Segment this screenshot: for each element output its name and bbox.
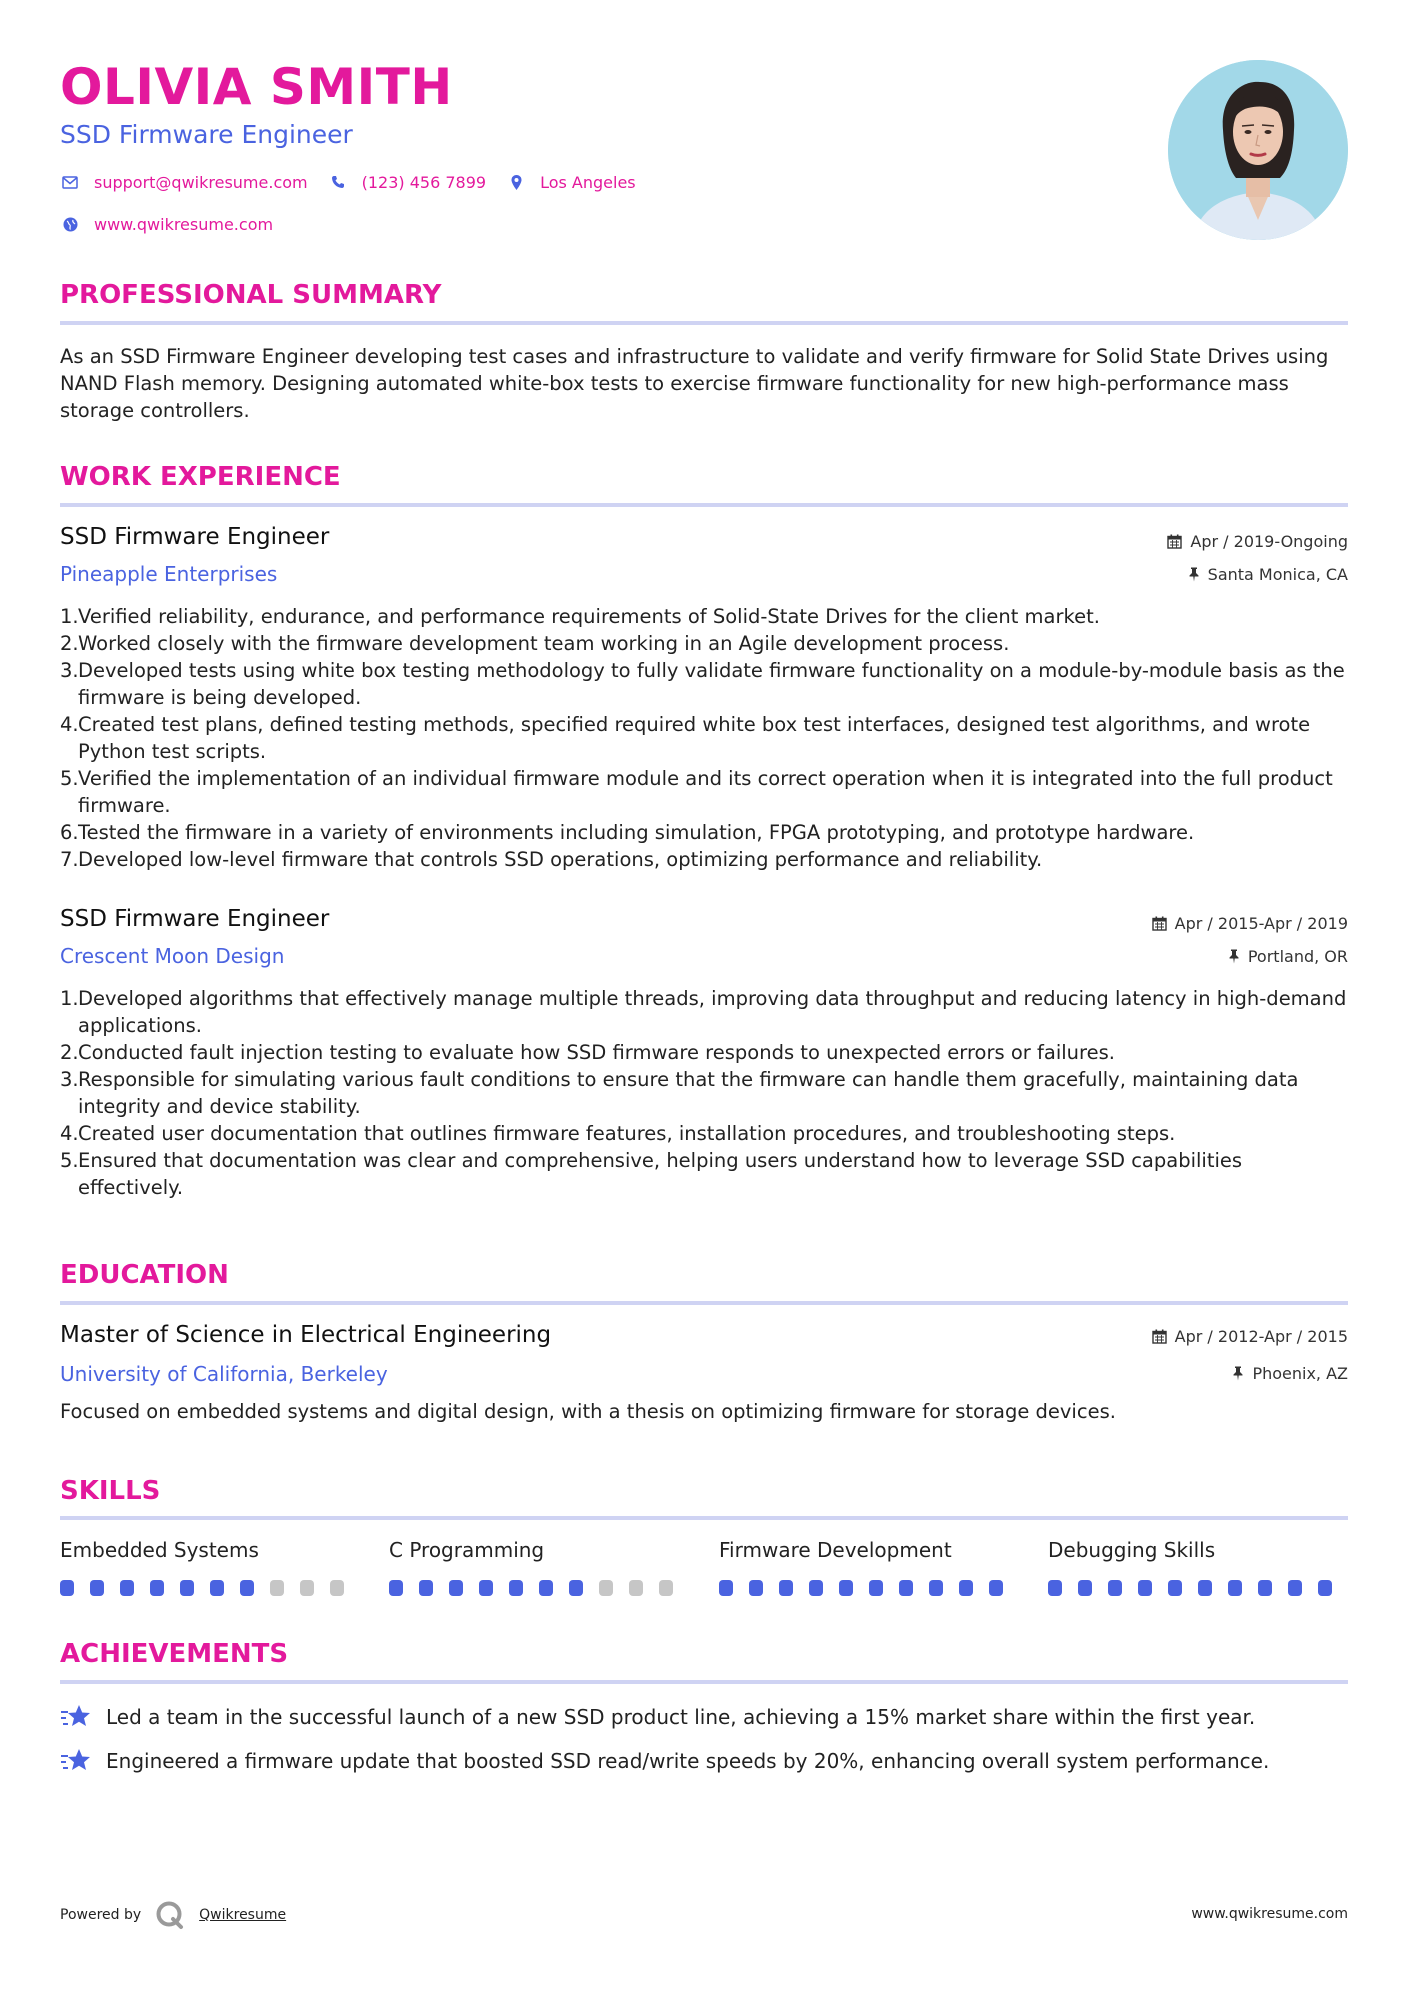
job-dates-text: Apr / 2019-Ongoing	[1190, 532, 1348, 551]
star-icon	[60, 1703, 92, 1731]
footer-powered-by	[60, 1900, 286, 1930]
rating-dot-empty	[629, 1580, 643, 1596]
bullet-number: 2.	[60, 1041, 79, 1064]
achievement-item	[60, 1703, 1255, 1731]
rating-dot-filled	[1318, 1580, 1332, 1596]
rating-dot-filled	[929, 1580, 943, 1596]
star-icon	[60, 1747, 92, 1775]
rating-dot-filled	[539, 1580, 553, 1596]
rating-dot-filled	[240, 1580, 254, 1596]
job-location	[1228, 947, 1348, 966]
calendar-icon	[1152, 916, 1167, 931]
rating-dot-filled	[180, 1580, 194, 1596]
job-dates	[1152, 914, 1348, 933]
rating-dot-filled	[1288, 1580, 1302, 1596]
job-dates-text: Apr / 2015-Apr / 2019	[1174, 914, 1348, 933]
profile-photo	[1168, 60, 1348, 240]
job-location-text: Portland, OR	[1247, 947, 1348, 966]
rating-dot-empty	[330, 1580, 344, 1596]
bullet-item	[60, 1147, 1350, 1201]
bullet-number: 1.	[60, 987, 79, 1010]
rating-dot-filled	[150, 1580, 164, 1596]
footer-url[interactable]: www.qwikresume.com	[1191, 1906, 1348, 1922]
bullet-text: Tested the firmware in a variety of environments including simulation, FPGA prototyping, and prototype hardware.	[78, 821, 1195, 844]
rating-dot-filled	[1258, 1580, 1272, 1596]
job-dates	[1167, 532, 1348, 551]
skill-item	[1048, 1538, 1348, 1596]
contact-website[interactable]	[60, 214, 273, 234]
rating-dot-filled	[509, 1580, 523, 1596]
school-name: University of California, Berkeley	[60, 1362, 388, 1386]
skill-name: Firmware Development	[719, 1538, 952, 1562]
calendar-icon	[1152, 1329, 1167, 1344]
contact-phone[interactable]	[328, 172, 486, 192]
rating-dot-filled	[60, 1580, 74, 1596]
pushpin-icon	[1228, 949, 1240, 964]
achievement-item	[60, 1747, 1269, 1775]
bullet-item	[60, 1066, 1350, 1120]
bullet-text: Created test plans, defined testing methods, specified required white box test interfaces, designed test algorithms, and wrote Python test scripts.	[78, 713, 1311, 763]
skill-name: C Programming	[389, 1538, 545, 1562]
job-bullets	[60, 603, 1350, 873]
job-location	[1188, 565, 1348, 584]
achievements-heading: ACHIEVEMENTS	[60, 1639, 289, 1669]
bullet-number: 3.	[60, 659, 79, 682]
education-heading: EDUCATION	[60, 1260, 229, 1290]
location-text: Los Angeles	[540, 172, 636, 192]
skill-rating	[1048, 1580, 1348, 1596]
bullet-item	[60, 630, 1350, 657]
bullet-item	[60, 603, 1350, 630]
bullet-number: 3.	[60, 1068, 79, 1091]
rating-dot-filled	[1228, 1580, 1242, 1596]
rating-dot-filled	[809, 1580, 823, 1596]
rating-dot-filled	[1168, 1580, 1182, 1596]
calendar-icon	[1167, 534, 1182, 549]
bullet-text: Worked closely with the firmware development team working in an Agile development process.	[78, 632, 1010, 655]
rating-dot-filled	[419, 1580, 433, 1596]
bullet-number: 5.	[60, 1149, 79, 1172]
rating-dot-empty	[270, 1580, 284, 1596]
candidate-name: OLIVIA SMITH	[60, 58, 453, 116]
skill-item	[60, 1538, 360, 1596]
bullet-text: Verified reliability, endurance, and performance requirements of Solid-State Drives for the client market.	[78, 605, 1100, 628]
bullet-text: Developed low-level firmware that controls SSD operations, optimizing performance and reliability.	[78, 848, 1043, 871]
summary-divider	[60, 321, 1348, 325]
bullet-item	[60, 657, 1350, 711]
job-title: SSD Firmware Engineer	[60, 524, 330, 550]
bullet-text: Developed tests using white box testing methodology to fully validate firmware functionality on a module-by-module basis as the firmware is being developed.	[78, 659, 1345, 709]
bullet-text: Created user documentation that outlines firmware features, installation procedures, and troubleshooting steps.	[78, 1122, 1176, 1145]
rating-dot-filled	[989, 1580, 1003, 1596]
skill-rating	[389, 1580, 689, 1596]
bullet-item	[60, 1120, 1350, 1147]
bullet-text: Ensured that documentation was clear and comprehensive, helping users understand how to leverage SSD capabilities effectively.	[78, 1149, 1243, 1199]
rating-dot-filled	[479, 1580, 493, 1596]
phone-text: (123) 456 7899	[361, 172, 487, 192]
rating-dot-filled	[1198, 1580, 1212, 1596]
map-pin-icon	[506, 172, 526, 192]
rating-dot-filled	[90, 1580, 104, 1596]
bullet-item	[60, 819, 1350, 846]
skill-rating	[60, 1580, 360, 1596]
skills-divider	[60, 1516, 1348, 1520]
bullet-item	[60, 765, 1350, 819]
rating-dot-filled	[779, 1580, 793, 1596]
degree-title: Master of Science in Electrical Engineering	[60, 1322, 552, 1348]
bullet-text: Verified the implementation of an individual firmware module and its correct operation when it is integrated into the full product firmware.	[78, 767, 1333, 817]
brand-link[interactable]: Qwikresume	[199, 1907, 287, 1923]
contact-row-2	[60, 214, 293, 234]
contact-row-1	[60, 172, 656, 192]
job-company: Crescent Moon Design	[60, 944, 285, 968]
bullet-number: 1.	[60, 605, 79, 628]
education-description: Focused on embedded systems and digital design, with a thesis on optimizing firmware for storage devices.	[60, 1400, 1116, 1423]
bullet-text: Developed algorithms that effectively manage multiple threads, improving data throughput and reducing latency in high-demand applications.	[78, 987, 1347, 1037]
bullet-item	[60, 1039, 1350, 1066]
qwikresume-logo-icon	[155, 1900, 185, 1930]
rating-dot-filled	[449, 1580, 463, 1596]
rating-dot-empty	[599, 1580, 613, 1596]
rating-dot-filled	[839, 1580, 853, 1596]
pushpin-icon	[1232, 1366, 1244, 1381]
summary-text: As an SSD Firmware Engineer developing test cases and infrastructure to validate and verify firmware for Solid State Drives using NAND Flash memory. Designing automated white-box tests to exercise firmware functionality for new high-performance mass storage controllers.	[60, 345, 1329, 422]
rating-dot-filled	[869, 1580, 883, 1596]
rating-dot-filled	[749, 1580, 763, 1596]
achievement-text: Led a team in the successful launch of a new SSD product line, achieving a 15% market share within the first year.	[106, 1705, 1256, 1729]
experience-divider	[60, 503, 1348, 507]
bullet-item	[60, 711, 1350, 765]
skills-heading: SKILLS	[60, 1476, 161, 1506]
bullet-text: Responsible for simulating various fault conditions to ensure that the firmware can handle them gracefully, maintaining data integrity and device stability.	[78, 1068, 1299, 1118]
envelope-icon	[60, 172, 80, 192]
bullet-number: 4.	[60, 713, 79, 736]
rating-dot-empty	[659, 1580, 673, 1596]
contact-email[interactable]	[60, 172, 308, 192]
globe-icon	[60, 214, 80, 234]
bullet-text: Conducted fault injection testing to evaluate how SSD firmware responds to unexpected errors or failures.	[78, 1041, 1115, 1064]
powered-by-text: Powered by	[60, 1907, 142, 1923]
rating-dot-filled	[1138, 1580, 1152, 1596]
rating-dot-filled	[959, 1580, 973, 1596]
rating-dot-filled	[1048, 1580, 1062, 1596]
education-location-text: Phoenix, AZ	[1252, 1364, 1348, 1383]
skill-item	[389, 1538, 689, 1596]
pushpin-icon	[1188, 567, 1200, 582]
skill-item	[719, 1538, 1019, 1596]
website-text: www.qwikresume.com	[94, 214, 274, 234]
bullet-item	[60, 846, 1350, 873]
bullet-number: 7.	[60, 848, 79, 871]
achievements-divider	[60, 1680, 1348, 1684]
rating-dot-filled	[1108, 1580, 1122, 1596]
summary-heading: PROFESSIONAL SUMMARY	[60, 280, 442, 310]
bullet-number: 4.	[60, 1122, 79, 1145]
experience-heading: WORK EXPERIENCE	[60, 462, 341, 492]
bullet-number: 6.	[60, 821, 79, 844]
achievement-text: Engineered a firmware update that boosted SSD read/write speeds by 20%, enhancing overall system performance.	[106, 1749, 1270, 1773]
skill-rating	[719, 1580, 1019, 1596]
skill-name: Embedded Systems	[60, 1538, 259, 1562]
rating-dot-filled	[389, 1580, 403, 1596]
rating-dot-filled	[719, 1580, 733, 1596]
phone-icon	[328, 172, 348, 192]
bullet-number: 5.	[60, 767, 79, 790]
education-location	[1232, 1364, 1348, 1383]
contact-location	[506, 172, 636, 192]
education-dates	[1152, 1327, 1348, 1346]
rating-dot-filled	[899, 1580, 913, 1596]
job-company: Pineapple Enterprises	[60, 562, 278, 586]
job-location-text: Santa Monica, CA	[1207, 565, 1348, 584]
rating-dot-filled	[1078, 1580, 1092, 1596]
education-divider	[60, 1301, 1348, 1305]
bullet-item	[60, 985, 1350, 1039]
rating-dot-empty	[300, 1580, 314, 1596]
skill-name: Debugging Skills	[1048, 1538, 1216, 1562]
rating-dot-filled	[120, 1580, 134, 1596]
rating-dot-filled	[210, 1580, 224, 1596]
candidate-title: SSD Firmware Engineer	[60, 120, 353, 149]
job-bullets	[60, 985, 1350, 1201]
job-title: SSD Firmware Engineer	[60, 906, 330, 932]
education-dates-text: Apr / 2012-Apr / 2015	[1174, 1327, 1348, 1346]
bullet-number: 2.	[60, 632, 79, 655]
rating-dot-filled	[569, 1580, 583, 1596]
email-text: support@qwikresume.com	[94, 172, 308, 192]
